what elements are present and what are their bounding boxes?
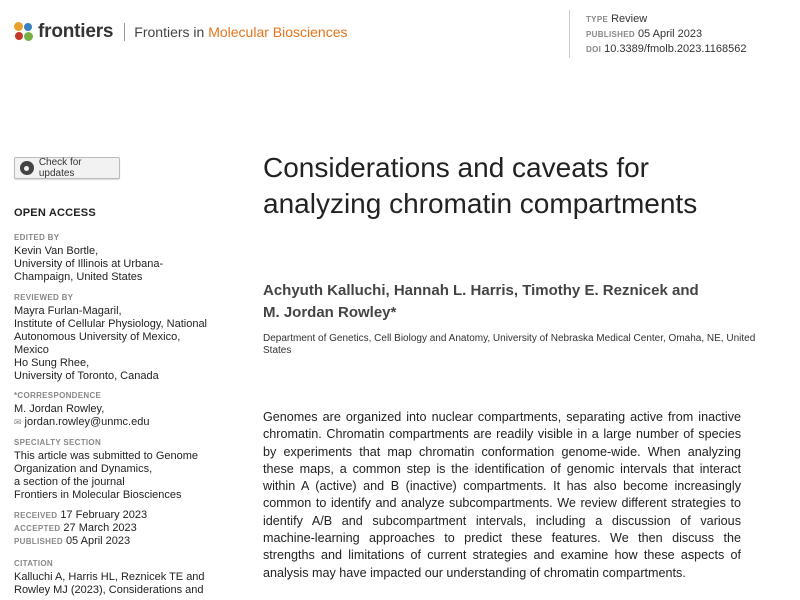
correspondence-section [14,389,214,429]
received-key: RECEIVED [14,511,58,520]
reviewed-by-heading: REVIEWED BY [14,293,74,302]
reviewer-line: Mexico [14,344,49,356]
meta-published-key: PUBLISHED [586,30,635,39]
citation-line: Kalluchi A, Harris HL, Reznicek TE and [14,571,205,583]
published-date [14,535,214,548]
meta-type-value: Review [611,13,648,25]
mail-icon: ✉ [14,417,22,427]
authors-line[interactable]: Achyuth Kalluchi, Hannah L. Harris, Timothy E. Reznicek and [263,282,699,299]
correspondence-name: M. Jordan Rowley, [14,403,105,415]
header-divider [124,23,125,41]
journal-header [14,20,348,44]
abstract-text: Genomes are organized into nuclear compartments, separating active from inactive chromatin. Chromatin compartments are readily visible in a large number of species by experiments that map chromatin conformation genome-wide. When analyzing these maps, a common step is the identification of genomic intervals that interact within A (active) and B (inactive) compartments. It has also become increasingly common to identify and analyze subcompartments. We review different strategies to identify A/B and subcompartment intervals, including a discussion of various machine-learning approaches to predict these features. We then discuss the strengths and limitations of current strategies and examine how these aspects of analysis may have impacted our understanding of chromatin compartments. [263,410,741,580]
editor-line: University of Illinois at Urbana- [14,258,164,270]
reviewer-line: Institute of Cellular Physiology, National [14,318,208,330]
brand-name[interactable]: frontiers [38,21,114,42]
reviewer-line: University of Toronto, Canada [14,370,159,382]
meta-doi-key: DOI [586,45,602,54]
received-date [14,509,214,522]
dates-section [14,509,214,548]
accepted-date [14,522,214,535]
reviewer-line: Ho Sung Rhee, [14,357,90,369]
citation-heading: CITATION [14,559,53,568]
meta-doi [586,42,746,57]
journal-name[interactable] [134,24,347,40]
specialty-line: This article was submitted to Genome [14,450,199,462]
article-meta [586,12,746,57]
reviewer-line: Autonomous University of Mexico, [14,331,181,343]
journal-prefix: Frontiers in [134,24,209,40]
check-for-updates-button[interactable] [14,157,120,179]
meta-divider [569,10,570,58]
meta-type [586,12,746,27]
published-key: PUBLISHED [14,537,63,546]
check-for-updates-label: Check for updates [38,157,82,179]
correspondence-heading: *CORRESPONDENCE [14,391,102,400]
affiliation: Department of Genetics, Cell Biology and Anatomy, University of Nebraska Medical Center, Omaha, NE, United States [263,333,756,356]
specialty-section [14,436,214,502]
edited-by-section [14,231,214,284]
meta-published-value: 05 April 2023 [637,28,703,40]
accepted-value: 27 March 2023 [63,522,137,534]
specialty-line: Organization and Dynamics, [14,463,153,475]
specialty-line: Frontiers in Molecular Biosciences [14,489,182,501]
meta-published [586,27,746,42]
author-list [263,280,763,324]
check-updates-icon [20,161,34,175]
reviewer-line: Mayra Furlan-Magaril, [14,305,122,317]
meta-type-key: TYPE [586,15,609,24]
frontiers-logo-icon [14,22,34,42]
doi-link[interactable]: 10.3389/fmolb.2023.1168562 [604,43,747,55]
citation-section [14,557,214,597]
article-title: Considerations and caveats for analyzing chromatin compartments [263,152,698,219]
received-value: 17 February 2023 [60,509,148,521]
reviewed-by-section [14,291,214,383]
specialty-heading: SPECIALTY SECTION [14,438,102,447]
specialty-line: a section of the journal [14,476,125,488]
accepted-key: ACCEPTED [14,524,61,533]
journal-accent: Molecular Biosciences [208,24,348,40]
correspondence-email-row [14,416,214,429]
open-access-label: OPEN ACCESS [14,207,96,219]
correspondence-email[interactable]: jordan.rowley@unmc.edu [24,416,150,428]
editor-line: Kevin Van Bortle, [14,245,99,257]
editor-line: Champaign, United States [14,271,143,283]
citation-line: Rowley MJ (2023), Considerations and [14,584,204,596]
published-value: 05 April 2023 [65,535,131,547]
edited-by-heading: EDITED BY [14,233,60,242]
authors-line[interactable]: M. Jordan Rowley* [263,304,397,321]
